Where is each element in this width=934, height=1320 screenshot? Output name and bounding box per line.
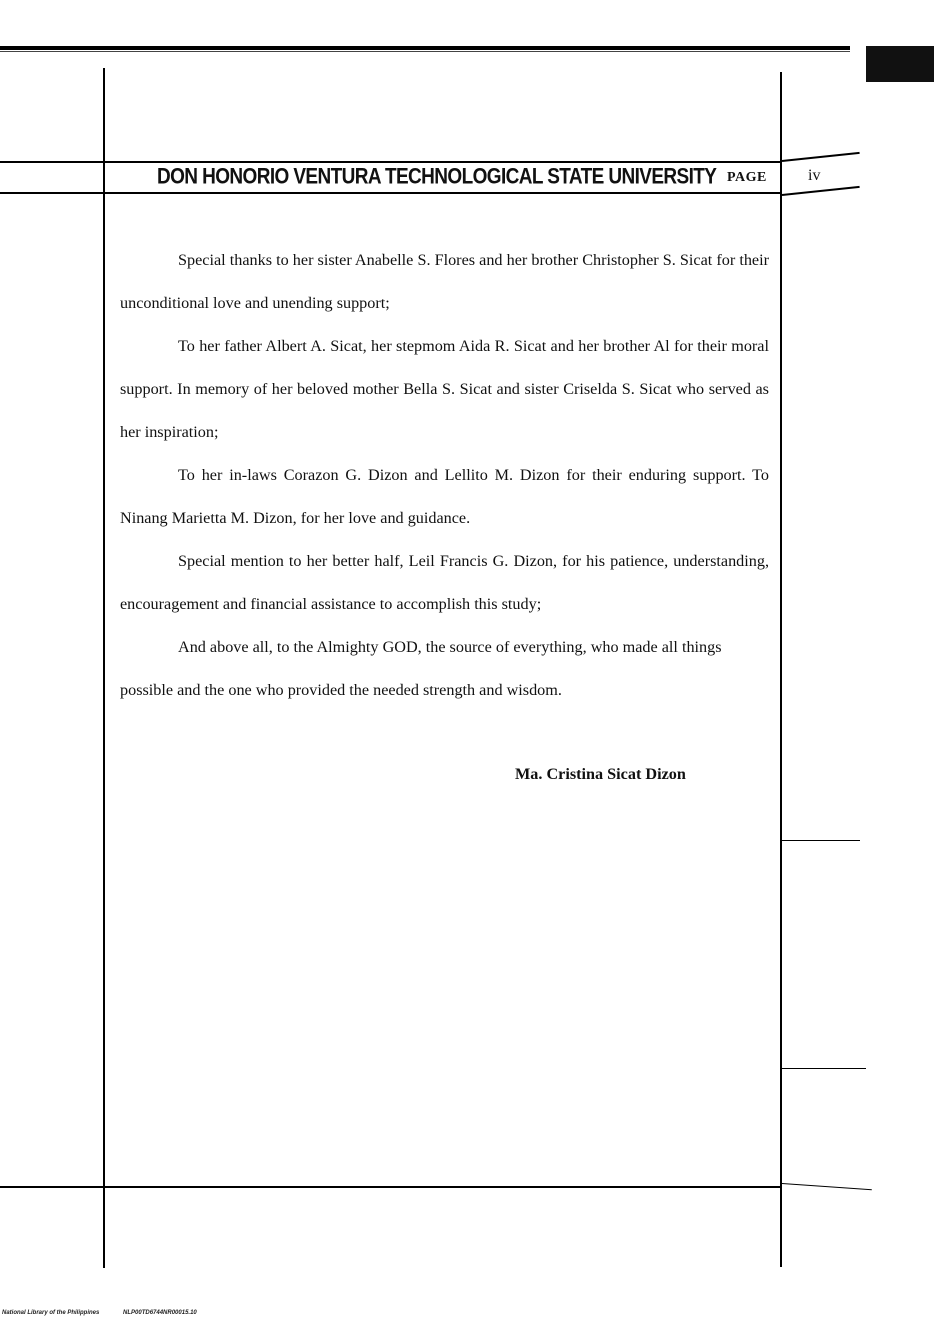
right-tab-line: [782, 840, 860, 841]
top-border-rule: [0, 46, 850, 50]
left-margin-line: [103, 68, 105, 1268]
bottom-rule-tab: [782, 1183, 872, 1190]
top-border-thin-rule: [0, 51, 850, 52]
author-signature-name: Ma. Cristina Sicat Dizon: [515, 765, 686, 783]
bottom-rule: [0, 1186, 782, 1188]
acknowledgment-body: [120, 239, 769, 712]
right-margin-line: [780, 72, 782, 1267]
footer-code: NLP00TD6744NR00015.10: [123, 1310, 197, 1316]
header-top-rule: [0, 161, 782, 163]
footer-watermark: [2, 1310, 197, 1316]
paragraph: And above all, to the Almighty GOD, the source of everything, who made all things possible and the one who provided the needed strength and wisdom.: [120, 638, 722, 699]
header-bottom-rule-tab: [782, 186, 860, 196]
paragraph: To her father Albert A. Sicat, her stepmom Aida R. Sicat and her brother Al for their moral support. In memory of her beloved mother Bella S. Sicat and sister Criselda S. Sicat who served as her inspiration;: [120, 337, 769, 441]
right-tab-line: [782, 1068, 866, 1069]
paragraph: To her in-laws Corazon G. Dizon and Lellito M. Dizon for their enduring support. To Ninang Marietta M. Dizon, for her love and guidance.: [120, 466, 769, 527]
paragraph: Special thanks to her sister Anabelle S. Flores and her brother Christopher S. Sicat for their unconditional love and unending support;: [120, 251, 769, 312]
header-top-rule-tab: [782, 152, 860, 162]
institution-title: DON HONORIO VENTURA TECHNOLOGICAL STATE UNIVERSITY: [157, 165, 717, 190]
paragraph: Special mention to her better half, Leil Francis G. Dizon, for his patience, understanding, encouragement and financial assistance to accomplish this study;: [120, 552, 769, 613]
footer-library: National Library of the Philippines: [2, 1310, 100, 1316]
header-bottom-rule: [0, 192, 782, 194]
page-number: iv: [808, 167, 821, 184]
corner-scan-mark: [866, 46, 934, 82]
page-label: PAGE: [727, 170, 767, 185]
